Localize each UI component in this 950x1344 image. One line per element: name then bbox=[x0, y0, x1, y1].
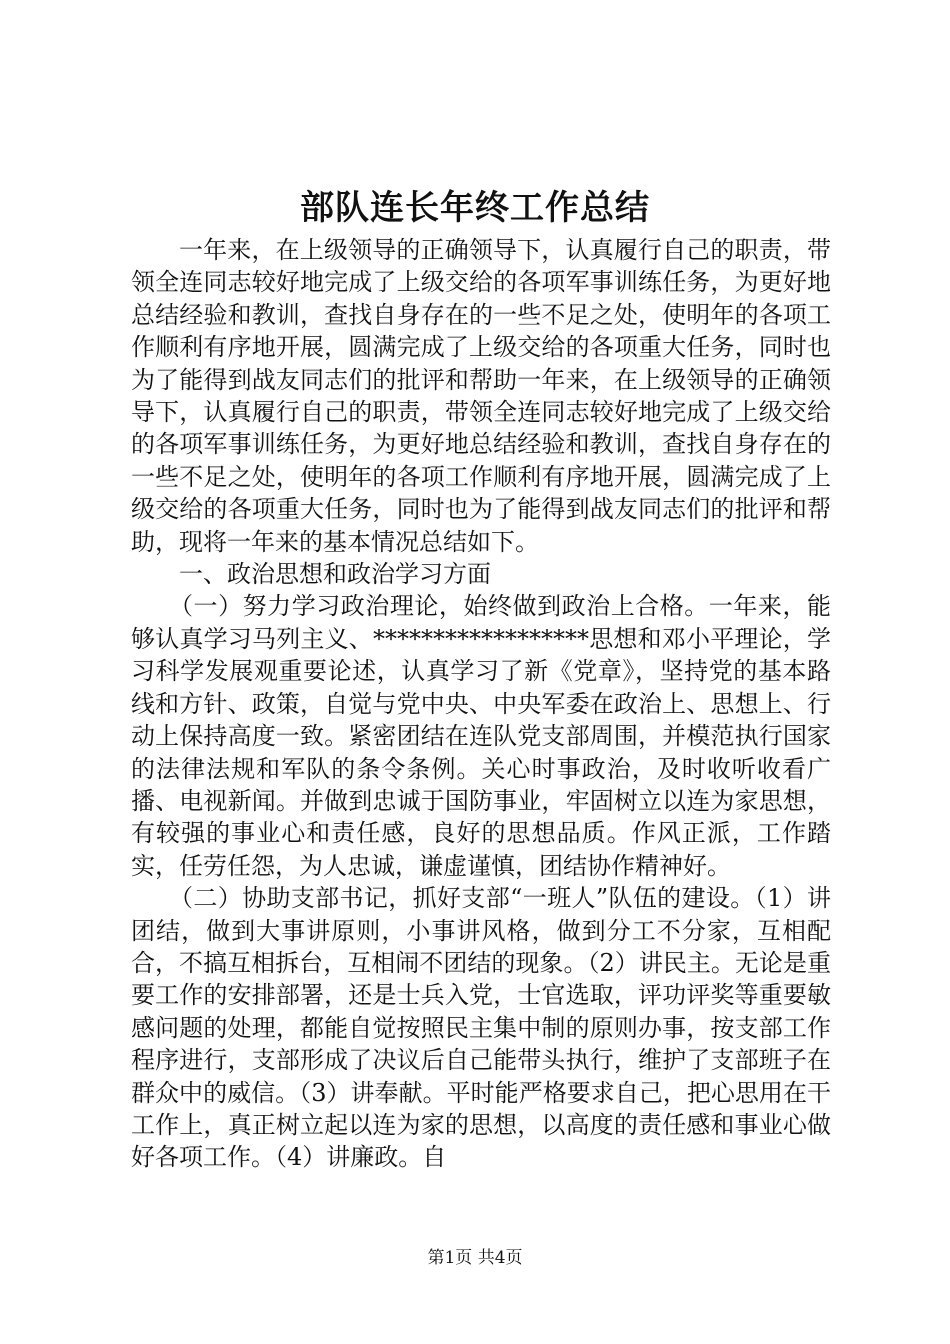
document-body bbox=[131, 234, 831, 1174]
page-number-footer: 第1页 共4页 bbox=[427, 1248, 523, 1268]
section-heading-politics: 一、政治思想和政治学习方面 bbox=[179, 560, 491, 589]
paragraph-political-study: （一）努力学习政治理论，始终做到政治上合格。一年来，能够认真学习马列主义、******************思想和邓小平理论，学习科学发展观重要论述，认真学习了新《党章》，坚持党的基本路线和方针、政策，自觉与党中央、中央军委在政治上、思想上、行动上保持高度一致。紧密团结在连队党支部周围，并模范执行国家的法律法规和军队的条令条例。关心时事政治，及时收听收看广播、电视新闻。并做到忠诚于国防事业，牢固树立以连为家思想，有较强的事业心和责任感，良好的思想品质。作风正派，工作踏实，任劳任怨，为人忠诚，谦虚谨慎，团结协作精神好。 bbox=[131, 592, 831, 880]
document-title: 部队连长年终工作总结 bbox=[300, 188, 650, 228]
paragraph-intro: 一年来，在上级领导的正确领导下，认真履行自己的职责，带领全连同志较好地完成了上级交给的各项军事训练任务，为更好地总结经验和教训，查找自身存在的一些不足之处，使明年的各项工作顺利有序地开展，圆满完成了上级交给的各项重大任务，同时也为了能得到战友同志们的批评和帮助一年来，在上级领导的正确领导下，认真履行自己的职责，带领全连同志较好地完成了上级交给的各项军事训练任务，为更好地总结经验和教训，查找自身存在的一些不足之处，使明年的各项工作顺利有序地开展，圆满完成了上级交给的各项重大任务，同时也为了能得到战友同志们的批评和帮助，现将一年来的基本情况总结如下。 bbox=[131, 236, 831, 556]
paragraph-party-branch: （二）协助支部书记，抓好支部“一班人”队伍的建设。（1）讲团结，做到大事讲原则，小事讲风格，做到分工不分家，互相配合，不搞互相拆台，互相闹不团结的现象。（2）讲民主。无论是重要工作的安排部署，还是士兵入党，士官选取，评功评奖等重要敏感问题的处理，都能自觉按照民主集中制的原则办事，按支部工作程序进行，支部形成了决议后自己能带头执行，维护了支部班子在群众中的威信。（3）讲奉献。平时能严格要求自己，把心思用在干工作上，真正树立起以连为家的思想，以高度的责任感和事业心做好各项工作。（4）讲廉政。自 bbox=[131, 884, 831, 1172]
